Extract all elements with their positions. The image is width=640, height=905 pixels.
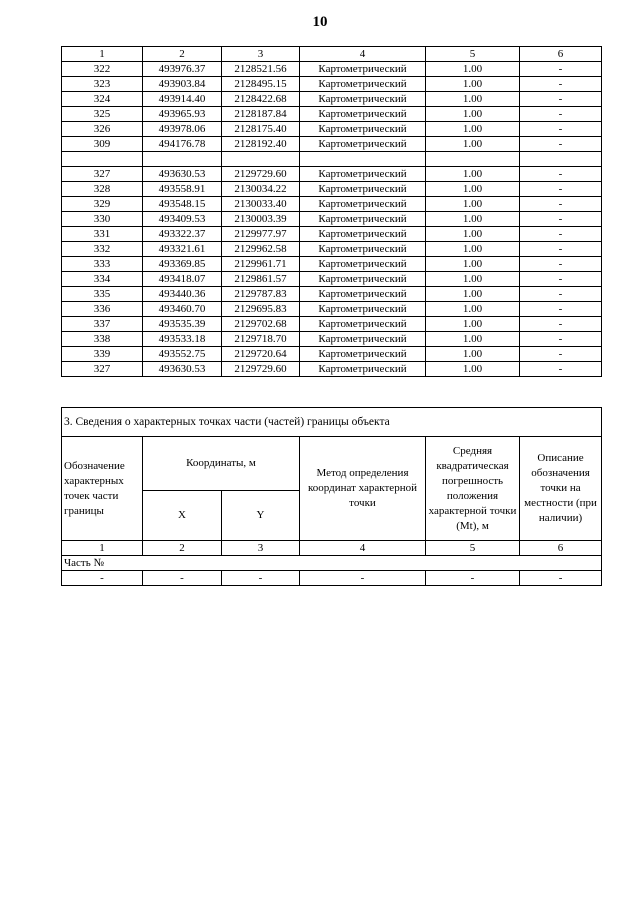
table-cell: 2129718.70 [222,332,300,347]
table-cell: Картометрический [300,62,426,77]
table-cell: - [520,107,602,122]
table-cell: - [520,197,602,212]
table-cell: 334 [62,272,143,287]
table-cell: 494176.78 [143,137,222,152]
column-number: 1 [62,541,143,556]
table-row [62,212,602,227]
table-cell: 2128422.68 [222,92,300,107]
table-row [62,362,602,377]
table-cell: - [520,227,602,242]
column-number: 4 [300,541,426,556]
table-cell: Картометрический [300,167,426,182]
table-cell: - [300,571,426,586]
table-cell: - [520,167,602,182]
table-row [62,272,602,287]
header-y: Y [222,490,300,540]
table-cell: 2129962.58 [222,242,300,257]
table-cell: 309 [62,137,143,152]
header-x: X [143,490,222,540]
table-cell: 1.00 [426,167,520,182]
table-cell: 1.00 [426,362,520,377]
empty-cell [222,152,300,167]
table-cell: 330 [62,212,143,227]
table-cell: - [520,137,602,152]
table-cell: - [520,122,602,137]
table-cell: 1.00 [426,137,520,152]
header-method: Метод определения координат характерной точки [300,437,426,541]
table-cell: 1.00 [426,347,520,362]
table-cell: 6 [520,47,602,62]
table-cell: - [520,62,602,77]
table-cell: 324 [62,92,143,107]
section-3-title: 3. Сведения о характерных точках части (частей) границы объекта [62,408,602,437]
table-cell: 332 [62,242,143,257]
table-cell: 339 [62,347,143,362]
column-number: 5 [426,541,520,556]
table-cell: 493914.40 [143,92,222,107]
blank-row [62,152,602,167]
table-cell: 493903.84 [143,77,222,92]
table-cell: 493321.61 [143,242,222,257]
table-row [62,197,602,212]
table-cell: 1.00 [426,272,520,287]
table-cell: 493965.93 [143,107,222,122]
table-cell: 2128495.15 [222,77,300,92]
table-cell: 329 [62,197,143,212]
table-cell: 325 [62,107,143,122]
table-cell: 1.00 [426,92,520,107]
header-point-designation: Обозначение характерных точек части границы [62,437,143,541]
table-row [62,242,602,257]
table-cell: - [520,272,602,287]
empty-cell [300,152,426,167]
part-label: Часть № [62,556,602,571]
empty-cell [426,152,520,167]
table-cell: 493976.37 [143,62,222,77]
table-cell: 2129702.68 [222,317,300,332]
table-cell: - [62,571,143,586]
empty-cell [62,152,143,167]
table-cell: 1.00 [426,122,520,137]
table-cell: 327 [62,167,143,182]
table-cell: 493418.07 [143,272,222,287]
table-cell: 493460.70 [143,302,222,317]
table-cell: 2129695.83 [222,302,300,317]
table-row [62,347,602,362]
table-cell: 493322.37 [143,227,222,242]
table-cell: Картометрический [300,197,426,212]
table-cell: 2129861.57 [222,272,300,287]
table-cell: Картометрический [300,212,426,227]
table-cell: 1.00 [426,182,520,197]
table-row [62,137,602,152]
table-cell: 338 [62,332,143,347]
table-cell: - [520,362,602,377]
table-cell: - [426,571,520,586]
table-row [62,287,602,302]
table-cell: 1.00 [426,212,520,227]
table-cell: 2128187.84 [222,107,300,122]
table-cell: 1.00 [426,302,520,317]
column-number: 2 [143,541,222,556]
table-cell: 335 [62,287,143,302]
page-number: 10 [312,14,328,30]
table-cell: - [520,212,602,227]
table-cell: 336 [62,302,143,317]
table-cell: Картометрический [300,302,426,317]
table-cell: Картометрический [300,227,426,242]
table-row [62,302,602,317]
table-cell: Картометрический [300,77,426,92]
table-cell: 493630.53 [143,362,222,377]
table-cell: Картометрический [300,122,426,137]
table-cell: 3 [222,47,300,62]
header-mean-error: Средняя квадратическая погрешность положения характерной точки (Mt), м [426,437,520,541]
table-cell: 4 [300,47,426,62]
table-row [62,317,602,332]
table-cell: 5 [426,47,520,62]
table-cell: - [520,317,602,332]
table-row [62,257,602,272]
table-cell: 493552.75 [143,347,222,362]
table-cell: 2129729.60 [222,167,300,182]
table-cell: - [520,571,602,586]
table-cell: Картометрический [300,92,426,107]
table-cell: 1.00 [426,287,520,302]
table-cell: 493558.91 [143,182,222,197]
table-cell: 333 [62,257,143,272]
table-cell: 328 [62,182,143,197]
table-cell: - [520,302,602,317]
header-coordinates: Координаты, м [143,437,300,491]
section-3-table [61,407,602,586]
table-cell: 323 [62,77,143,92]
column-number: 3 [222,541,300,556]
table-cell: 493369.85 [143,257,222,272]
table-cell: 1.00 [426,257,520,272]
table-cell: 2130033.40 [222,197,300,212]
table-cell: - [520,257,602,272]
table-cell: 1.00 [426,77,520,92]
table-cell: Картометрический [300,362,426,377]
table-cell: 2129961.71 [222,257,300,272]
table-cell: Картометрический [300,272,426,287]
table-row [62,227,602,242]
table-cell: 493440.36 [143,287,222,302]
table-cell: - [520,92,602,107]
table-cell: 493548.15 [143,197,222,212]
table-cell: Картометрический [300,107,426,122]
table-cell: Картометрический [300,287,426,302]
table-cell: 2128175.40 [222,122,300,137]
table-cell: 2 [143,47,222,62]
table-cell: - [520,242,602,257]
empty-cell [143,152,222,167]
table-cell: 2129729.60 [222,362,300,377]
table-cell: 331 [62,227,143,242]
table-cell: 2129720.64 [222,347,300,362]
table-cell: 1.00 [426,107,520,122]
table-cell: 2128192.40 [222,137,300,152]
header-description: Описание обозначения точки на местности (при наличии) [520,437,602,541]
table-cell: Картометрический [300,332,426,347]
table-row [62,571,602,586]
table-cell: 337 [62,317,143,332]
table-row [62,92,602,107]
table-cell: 493630.53 [143,167,222,182]
table-cell: 493535.39 [143,317,222,332]
table-cell: Картометрический [300,242,426,257]
table-row [62,77,602,92]
table-cell: 1 [62,47,143,62]
column-number-row [62,541,602,556]
table-cell: - [222,571,300,586]
table-cell: - [520,77,602,92]
table-cell: 326 [62,122,143,137]
table-cell: 2128521.56 [222,62,300,77]
coordinates-table [61,46,602,377]
table-cell: Картометрический [300,182,426,197]
table-cell: - [143,571,222,586]
header-row [62,47,602,62]
table-cell: 322 [62,62,143,77]
table-cell: 2130003.39 [222,212,300,227]
table-cell: - [520,287,602,302]
table-row [62,62,602,77]
table-cell: 2129787.83 [222,287,300,302]
table-row [62,122,602,137]
table-cell: 493533.18 [143,332,222,347]
table-cell: 493409.53 [143,212,222,227]
table-cell: 1.00 [426,317,520,332]
table-cell: 1.00 [426,242,520,257]
table-row [62,182,602,197]
table-cell: - [520,182,602,197]
table-cell: 1.00 [426,332,520,347]
table-cell: - [520,332,602,347]
empty-cell [520,152,602,167]
table-cell: 1.00 [426,62,520,77]
table-cell: Картометрический [300,137,426,152]
table-cell: 493978.06 [143,122,222,137]
table-cell: Картометрический [300,317,426,332]
table-cell: 1.00 [426,197,520,212]
table-row [62,332,602,347]
table-cell: 2129977.97 [222,227,300,242]
table-cell: Картометрический [300,347,426,362]
table-row [62,167,602,182]
table-cell: 327 [62,362,143,377]
table-cell: Картометрический [300,257,426,272]
column-number: 6 [520,541,602,556]
table-row [62,107,602,122]
table-cell: - [520,347,602,362]
table-cell: 1.00 [426,227,520,242]
table-cell: 2130034.22 [222,182,300,197]
